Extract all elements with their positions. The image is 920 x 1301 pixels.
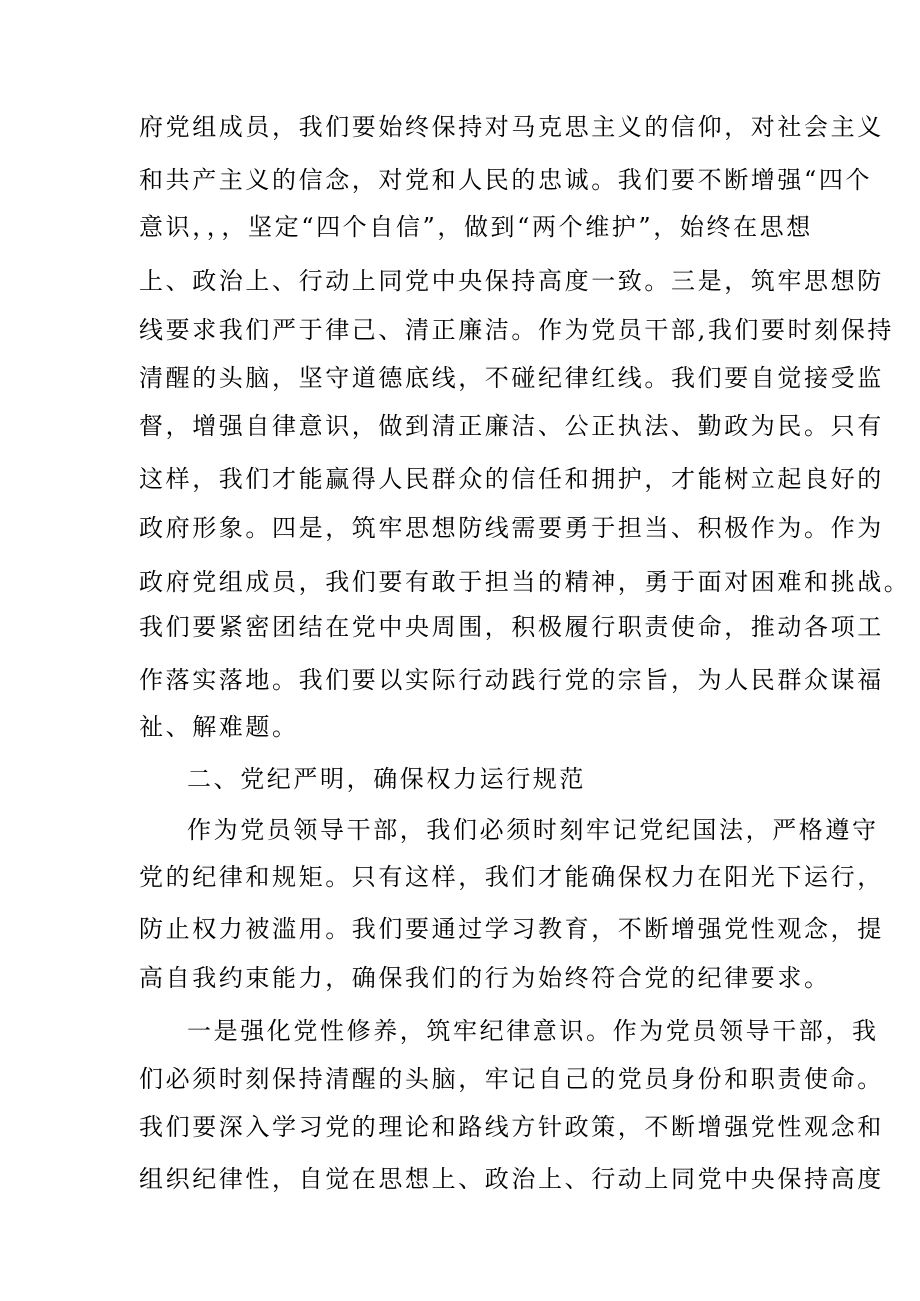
text-line: 作落实落地。我们要以实际行动践行党的宗旨，为人民群众谋福 xyxy=(139,666,884,694)
text-line: 我们要深入学习党的理论和路线方针政策，不断增强党性观念和 xyxy=(139,1113,884,1141)
text-line: 上、政治上、行动上同党中央保持高度一致。三是，筑牢思想防 xyxy=(139,267,884,295)
text-line: 意识，，，坚定“四个自信”，做到“两个维护”，始终在思想 xyxy=(139,213,813,241)
text-line: 组织纪律性，自觉在思想上、政治上、行动上同党中央保持高度 xyxy=(139,1165,884,1193)
text-line: 和共产主义的信念，对党和人民的忠诚。我们要不断增强“四个 xyxy=(139,166,873,194)
text-line: 祉、解难题。 xyxy=(139,713,299,741)
text-line: 们必须时刻保持清醒的头脑，牢记自己的党员身份和职责使命。 xyxy=(139,1065,884,1093)
text-line: 线要求我们严于律己、清正廉洁。作为党员干部,我们要时刻保持 xyxy=(139,316,895,344)
paragraph-first-line: 作为党员领导干部，我们必须时刻牢记党纪国法，严格遵守 xyxy=(187,816,879,844)
text-line: 清醒的头脑，坚守道德底线，不碰纪律红线。我们要自觉接受监 xyxy=(139,364,884,392)
text-line: 防止权力被滥用。我们要通过学习教育，不断增强党性观念，提 xyxy=(139,915,884,943)
text-line: 我们要紧密团结在党中央周围，积极履行职责使命，推动各项工 xyxy=(139,613,884,641)
text-line: 高自我约束能力，确保我们的行为始终符合党的纪律要求。 xyxy=(139,964,831,992)
text-line: 府党组成员，我们要始终保持对马克思主义的信仰，对社会主义 xyxy=(139,113,884,141)
text-line: 这样，我们才能赢得人民群众的信任和拥护，才能树立起良好的 xyxy=(139,465,884,493)
text-line: 督，增强自律意识，做到清正廉洁、公正执法、勤政为民。只有 xyxy=(139,412,884,440)
text-line: 党的纪律和规矩。只有这样，我们才能确保权力在阳光下运行， xyxy=(139,863,884,891)
paragraph-first-line: 一是强化党性修养，筑牢纪律意识。作为党员领导干部，我 xyxy=(187,1017,879,1045)
text-line: 政府形象。四是，筑牢思想防线需要勇于担当、积极作为。作为 xyxy=(139,514,884,542)
section-heading: 二、党纪严明，确保权力运行规范 xyxy=(187,765,586,793)
text-line: 政府党组成员，我们要有敢于担当的精神，勇于面对困难和挑战。 xyxy=(139,568,911,596)
